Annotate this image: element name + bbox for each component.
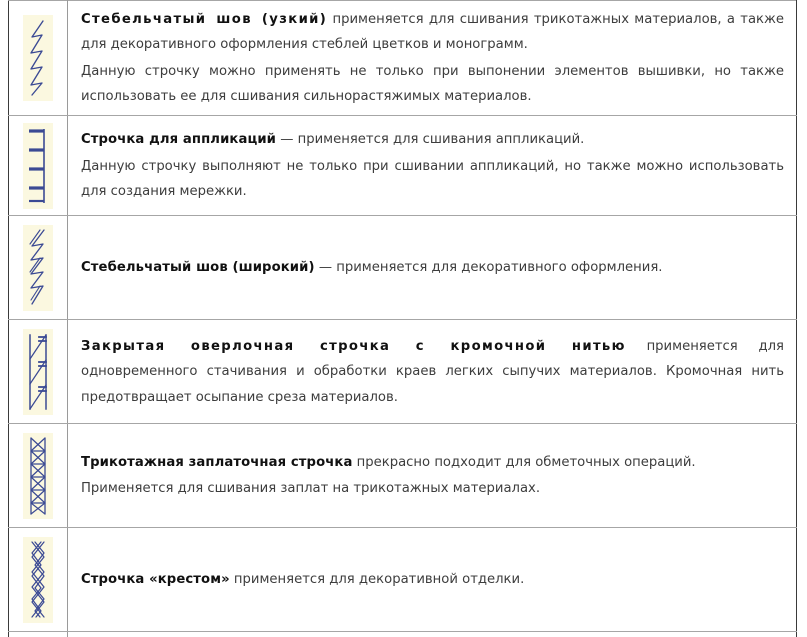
stitch-knit-patch-icon: [23, 433, 53, 519]
stitch-icon-cell: [9, 424, 68, 528]
stitch-description-cell: [68, 424, 797, 528]
stitch-paragraph: [81, 334, 784, 410]
stitch-term: Стебельчатый шов (узкий): [81, 12, 327, 27]
stitch-icon-cell: [9, 1, 68, 116]
stitch-paragraph-text: применяется для декоративного оформления.: [336, 260, 662, 275]
stitch-term: Трикотажная заплаточная строчка: [81, 455, 352, 470]
table-row: [9, 1, 797, 116]
stitch-description: [81, 7, 784, 109]
stitch-paragraph: [81, 450, 784, 475]
stitch-table-body: [9, 1, 797, 637]
table-row: [9, 320, 797, 424]
stitch-separator: —: [319, 260, 332, 275]
stitch-paragraph-text: применяется для сшивания трикотажных материалов, а также для декоративного оформления стеблей цветков и монограмм.: [81, 12, 784, 52]
stitch-paragraph-text: Применяется для сшивания заплат на трикотажных материалах.: [81, 481, 540, 496]
stitch-term: Стебельчатый шов (широкий): [81, 260, 315, 275]
stitch-icon-cell: [9, 528, 68, 632]
table-row: [9, 216, 797, 320]
stitch-icon-cell: [9, 320, 68, 424]
stitch-wide-stem-zigzag-icon: [23, 225, 53, 311]
stitch-term: Закрытая оверлочная строчка с кромочной нитью: [81, 339, 626, 354]
stitch-paragraph-text: прекрасно подходит для обметочных операций.: [357, 455, 696, 470]
table-row-partial: [9, 632, 797, 637]
stitch-paragraph: [81, 154, 784, 205]
stitch-term: Строчка для аппликаций: [81, 132, 276, 147]
stitch-description-cell: [68, 320, 797, 424]
stitch-paragraph-text: применяется для сшивания аппликаций.: [298, 132, 585, 147]
stitch-paragraph-text: Данную строчку выполняют не только при сшивании аппликаций, но также можно использовать для создания мережки.: [81, 159, 784, 199]
stitch-paragraph: [81, 476, 784, 501]
stitch-icon-cell: [9, 216, 68, 320]
stitch-closed-overlock-icon: [23, 329, 53, 415]
stitch-paragraph-text: применяется для одновременного стачивания и обработки краев легких сыпучих материалов. Кромочная нить предотвращает осыпание среза материалов.: [81, 339, 784, 405]
table-row: [9, 116, 797, 216]
stitch-icon-cell-partial: [9, 632, 68, 637]
stitch-description-cell: [68, 116, 797, 216]
stitch-description: [81, 127, 784, 204]
stitch-description: [81, 255, 784, 280]
stitch-paragraph: [81, 255, 784, 280]
stitch-term: Строчка «крестом»: [81, 572, 230, 587]
stitch-description: [81, 334, 784, 410]
stitch-paragraph: [81, 127, 784, 152]
stitch-description-cell: [68, 528, 797, 632]
stitch-narrow-stem-zigzag-icon: [23, 15, 53, 101]
stitch-separator: —: [280, 132, 293, 147]
stitch-paragraph: [81, 59, 784, 110]
stitch-icon-cell: [9, 116, 68, 216]
stitch-cross-diamond-icon: [23, 537, 53, 623]
stitch-description: [81, 567, 784, 592]
stitch-paragraph: [81, 7, 784, 58]
stitch-description-cell: [68, 216, 797, 320]
table-row: [9, 424, 797, 528]
stitch-paragraph-text: Данную строчку можно применять не только при выпонении элементов вышивки, но также использовать ее для сшивания сильнорастяжимых материалов.: [81, 64, 784, 104]
stitch-paragraph: [81, 567, 784, 592]
table-row: [9, 528, 797, 632]
stitch-description-cell-partial: [68, 632, 797, 637]
stitch-applique-ladder-icon: [23, 123, 53, 209]
stitch-description: [81, 450, 784, 502]
stitch-table: [8, 0, 797, 637]
stitch-paragraph-text: применяется для декоративной отделки.: [234, 572, 524, 587]
stitch-description-cell: [68, 1, 797, 116]
